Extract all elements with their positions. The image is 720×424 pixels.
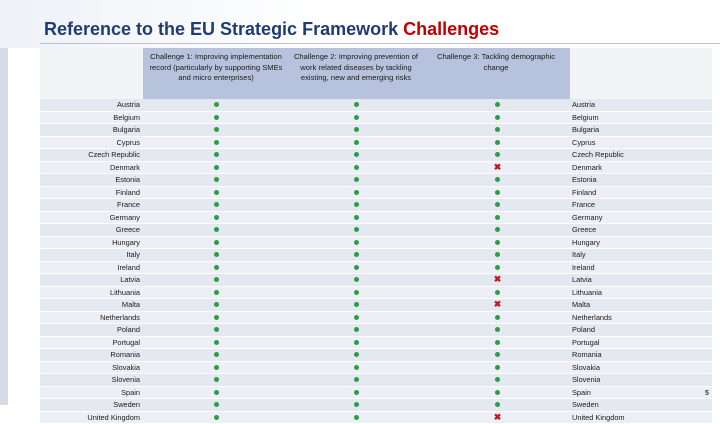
country-label-left: Romania bbox=[40, 349, 140, 361]
left-rail bbox=[0, 48, 8, 405]
check-dot-icon bbox=[495, 315, 500, 320]
table-row bbox=[40, 112, 712, 125]
table-row bbox=[40, 387, 712, 400]
table-row bbox=[40, 274, 712, 287]
page-title-main: Reference to the EU Strategic Framework bbox=[44, 19, 403, 39]
check-dot-icon bbox=[495, 115, 500, 120]
table-row bbox=[40, 399, 712, 412]
country-label-left: Slovakia bbox=[40, 362, 140, 374]
check-dot-icon bbox=[214, 252, 219, 257]
check-dot-icon bbox=[495, 340, 500, 345]
check-dot-icon bbox=[214, 302, 219, 307]
country-label-left: Italy bbox=[40, 249, 140, 261]
country-label-right: Slovakia bbox=[572, 362, 600, 374]
check-dot-icon bbox=[214, 152, 219, 157]
table-row bbox=[40, 374, 712, 387]
check-dot-icon bbox=[354, 215, 359, 220]
table-row bbox=[40, 124, 712, 137]
check-dot-icon bbox=[495, 102, 500, 107]
country-label-right: Romania bbox=[572, 349, 602, 361]
country-label-left: Poland bbox=[40, 324, 140, 336]
check-dot-icon bbox=[354, 277, 359, 282]
check-dot-icon bbox=[354, 140, 359, 145]
check-dot-icon bbox=[354, 365, 359, 370]
check-dot-icon bbox=[214, 127, 219, 132]
check-dot-icon bbox=[214, 140, 219, 145]
country-label-right: Belgium bbox=[572, 112, 599, 124]
page-number: 5 bbox=[702, 389, 712, 399]
table-row bbox=[40, 412, 712, 424]
table-row bbox=[40, 312, 712, 325]
table-row bbox=[40, 149, 712, 162]
check-dot-icon bbox=[214, 265, 219, 270]
check-dot-icon bbox=[495, 140, 500, 145]
check-dot-icon bbox=[495, 377, 500, 382]
country-label-left: Estonia bbox=[40, 174, 140, 186]
country-label-right: Spain bbox=[572, 387, 591, 399]
check-dot-icon bbox=[495, 265, 500, 270]
check-dot-icon bbox=[354, 415, 359, 420]
country-label-left: Austria bbox=[40, 99, 140, 111]
check-dot-icon bbox=[214, 377, 219, 382]
table-row bbox=[40, 224, 712, 237]
country-label-left: Portugal bbox=[40, 337, 140, 349]
check-dot-icon bbox=[214, 315, 219, 320]
table-row bbox=[40, 137, 712, 150]
check-dot-icon bbox=[214, 115, 219, 120]
check-dot-icon bbox=[354, 202, 359, 207]
cross-icon: ✖ bbox=[494, 413, 502, 422]
check-dot-icon bbox=[495, 127, 500, 132]
check-dot-icon bbox=[354, 340, 359, 345]
country-label-left: Malta bbox=[40, 299, 140, 311]
country-label-left: United Kingdom bbox=[40, 412, 140, 424]
check-dot-icon bbox=[214, 365, 219, 370]
check-dot-icon bbox=[214, 340, 219, 345]
check-dot-icon bbox=[354, 252, 359, 257]
country-label-left: Czech Republic bbox=[40, 149, 140, 161]
country-label-right: Ireland bbox=[572, 262, 595, 274]
table-row bbox=[40, 199, 712, 212]
check-dot-icon bbox=[354, 127, 359, 132]
check-dot-icon bbox=[214, 290, 219, 295]
check-dot-icon bbox=[495, 215, 500, 220]
country-label-right: Netherlands bbox=[572, 312, 612, 324]
check-dot-icon bbox=[354, 102, 359, 107]
country-label-right: Malta bbox=[572, 299, 590, 311]
country-table bbox=[40, 99, 712, 424]
table-row bbox=[40, 162, 712, 175]
check-dot-icon bbox=[214, 202, 219, 207]
country-label-left: Spain bbox=[40, 387, 140, 399]
check-dot-icon bbox=[214, 227, 219, 232]
table-row bbox=[40, 237, 712, 250]
country-label-right: Greece bbox=[572, 224, 596, 236]
table-row bbox=[40, 212, 712, 225]
check-dot-icon bbox=[354, 190, 359, 195]
table-row bbox=[40, 187, 712, 200]
check-dot-icon bbox=[354, 352, 359, 357]
table-row bbox=[40, 349, 712, 362]
country-label-right: France bbox=[572, 199, 595, 211]
country-label-right: Poland bbox=[572, 324, 595, 336]
check-dot-icon bbox=[214, 190, 219, 195]
check-dot-icon bbox=[214, 390, 219, 395]
column-header-challenge-1: Challenge 1: Improving implementation record (particularly by supporting SMEs and micro enterprises) bbox=[146, 52, 286, 84]
country-label-right: Denmark bbox=[572, 162, 602, 174]
country-label-right: Slovenia bbox=[572, 374, 600, 386]
country-label-right: Cyprus bbox=[572, 137, 595, 149]
country-label-right: Portugal bbox=[572, 337, 600, 349]
check-dot-icon bbox=[495, 352, 500, 357]
title-divider bbox=[40, 43, 720, 44]
check-dot-icon bbox=[354, 377, 359, 382]
check-dot-icon bbox=[495, 327, 500, 332]
country-label-left: Belgium bbox=[40, 112, 140, 124]
table-row bbox=[40, 174, 712, 187]
table-row bbox=[40, 99, 712, 112]
country-label-left: Finland bbox=[40, 187, 140, 199]
check-dot-icon bbox=[214, 277, 219, 282]
country-label-left: Sweden bbox=[40, 399, 140, 411]
country-label-left: Latvia bbox=[40, 274, 140, 286]
check-dot-icon bbox=[495, 202, 500, 207]
table-row bbox=[40, 249, 712, 262]
check-dot-icon bbox=[214, 240, 219, 245]
check-dot-icon bbox=[354, 227, 359, 232]
check-dot-icon bbox=[354, 265, 359, 270]
country-label-left: Germany bbox=[40, 212, 140, 224]
table-row bbox=[40, 324, 712, 337]
country-label-left: Slovenia bbox=[40, 374, 140, 386]
country-label-right: Germany bbox=[572, 212, 602, 224]
check-dot-icon bbox=[495, 240, 500, 245]
country-label-right: Italy bbox=[572, 249, 586, 261]
country-label-right: Lithuania bbox=[572, 287, 602, 299]
check-dot-icon bbox=[495, 252, 500, 257]
page-title bbox=[44, 19, 499, 40]
check-dot-icon bbox=[495, 390, 500, 395]
check-dot-icon bbox=[495, 227, 500, 232]
column-header-challenge-2: Challenge 2: Improving prevention of work related diseases by tackling existing, new and emerging risks bbox=[286, 52, 426, 84]
check-dot-icon bbox=[354, 177, 359, 182]
check-dot-icon bbox=[354, 240, 359, 245]
check-dot-icon bbox=[214, 165, 219, 170]
check-dot-icon bbox=[354, 115, 359, 120]
check-dot-icon bbox=[354, 315, 359, 320]
check-dot-icon bbox=[214, 177, 219, 182]
check-dot-icon bbox=[214, 102, 219, 107]
country-label-left: Greece bbox=[40, 224, 140, 236]
table-row bbox=[40, 287, 712, 300]
check-dot-icon bbox=[495, 152, 500, 157]
country-label-right: Hungary bbox=[572, 237, 600, 249]
country-label-right: United Kingdom bbox=[572, 412, 625, 424]
check-dot-icon bbox=[214, 327, 219, 332]
check-dot-icon bbox=[495, 290, 500, 295]
page-title-accent: Challenges bbox=[403, 19, 499, 39]
cross-icon: ✖ bbox=[494, 163, 502, 172]
cross-icon: ✖ bbox=[494, 275, 502, 284]
country-label-right: Finland bbox=[572, 187, 596, 199]
country-label-left: Lithuania bbox=[40, 287, 140, 299]
country-label-left: France bbox=[40, 199, 140, 211]
check-dot-icon bbox=[354, 390, 359, 395]
country-label-left: Cyprus bbox=[40, 137, 140, 149]
check-dot-icon bbox=[495, 365, 500, 370]
country-label-left: Ireland bbox=[40, 262, 140, 274]
country-label-right: Sweden bbox=[572, 399, 599, 411]
check-dot-icon bbox=[214, 415, 219, 420]
table-row bbox=[40, 299, 712, 312]
column-header-challenge-3: Challenge 3: Tackling demographic change bbox=[426, 52, 566, 73]
check-dot-icon bbox=[214, 352, 219, 357]
table-row bbox=[40, 262, 712, 275]
country-label-right: Austria bbox=[572, 99, 595, 111]
country-label-left: Bulgaria bbox=[40, 124, 140, 136]
check-dot-icon bbox=[354, 290, 359, 295]
country-label-right: Estonia bbox=[572, 174, 597, 186]
table-row bbox=[40, 362, 712, 375]
table-row bbox=[40, 337, 712, 350]
cross-icon: ✖ bbox=[494, 300, 502, 309]
country-label-left: Netherlands bbox=[40, 312, 140, 324]
check-dot-icon bbox=[214, 215, 219, 220]
check-dot-icon bbox=[354, 302, 359, 307]
country-label-left: Denmark bbox=[40, 162, 140, 174]
check-dot-icon bbox=[354, 165, 359, 170]
country-label-right: Bulgaria bbox=[572, 124, 599, 136]
check-dot-icon bbox=[354, 152, 359, 157]
country-label-right: Latvia bbox=[572, 274, 592, 286]
check-dot-icon bbox=[354, 327, 359, 332]
check-dot-icon bbox=[495, 177, 500, 182]
country-label-right: Czech Republic bbox=[572, 149, 624, 161]
check-dot-icon bbox=[495, 190, 500, 195]
country-label-left: Hungary bbox=[40, 237, 140, 249]
